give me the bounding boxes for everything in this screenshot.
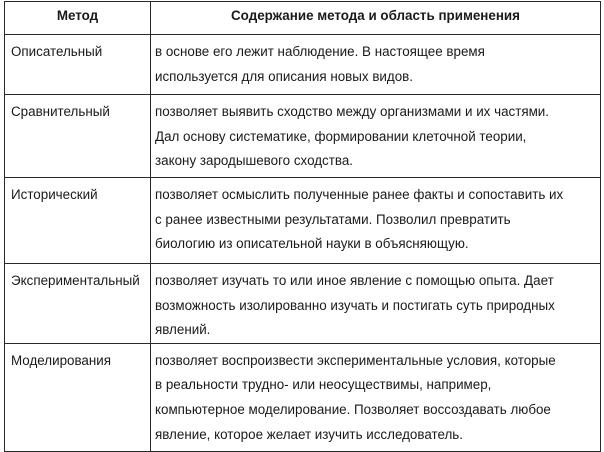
header-method: Метод [5,2,151,35]
method-description-comparative [151,95,601,178]
description-line: возможность изолированно изучать и постигать суть природных [155,297,555,313]
description-line: позволяет воспроизвести экспериментальные условия, которые [155,352,556,368]
description-line: в основе его лежит наблюдение. В настоящее время [155,44,485,59]
table-row [5,178,601,264]
table-row [5,343,601,451]
method-description-experimental [151,264,601,344]
method-description-historical [151,178,601,264]
description-line: биологию из описательной науки в объясняющую. [155,236,469,252]
description-line: позволяет изучать то или иное явление с помощью опыта. Дает [155,273,554,288]
header-description: Содержание метода и область применения [151,2,601,35]
description-line: в реальности трудно- или неосуществимы, например, [155,377,492,393]
methods-table [4,1,601,452]
method-name-descriptive: Описательный [5,35,151,95]
description-line: закону зародышевого сходства. [155,153,354,169]
description-line: явление, которое желает изучить исследователь. [155,426,463,442]
method-description-descriptive [151,35,601,95]
description-line: используется для описания новых видов. [155,68,414,84]
table-row [5,264,601,344]
method-name-modeling: Моделирования [5,343,151,451]
method-name-historical: Исторический [5,178,151,264]
method-name-comparative: Сравнительный [5,95,151,178]
description-line: Дал основу систематике, формировании клеточной теории, [155,128,527,144]
table-header-row [5,2,601,35]
method-description-modeling [151,343,601,451]
description-line: позволяет осмыслить полученные ранее факты и сопоставить их [155,187,564,202]
method-name-experimental: Экспериментальный [5,264,151,344]
description-line: явлений. [155,322,211,338]
description-line: позволяет выявить сходство между организмами и их частями. [155,104,550,119]
table-row [5,35,601,95]
description-line: с ранее известными результатами. Позволил превратить [155,211,511,227]
table-row [5,95,601,178]
description-line: компьютерное моделирование. Позволяет воссоздавать любое [155,401,551,417]
